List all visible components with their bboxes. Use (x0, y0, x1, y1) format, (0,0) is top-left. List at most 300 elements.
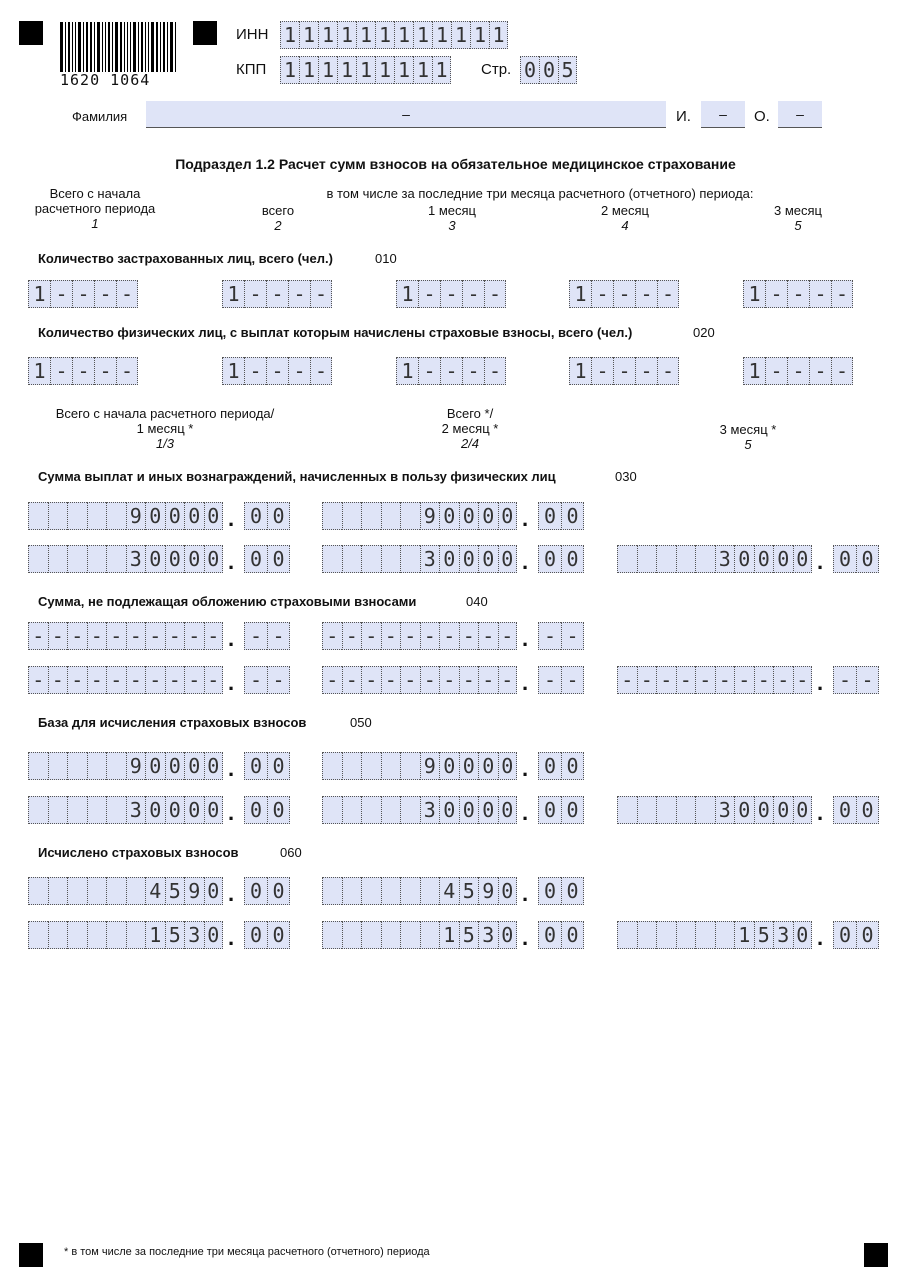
row040-colB-total-dec[interactable] (538, 622, 584, 650)
char-cell: 1 (318, 21, 337, 49)
char-cell: 0 (539, 56, 558, 84)
row-020-col4-field[interactable] (569, 357, 679, 385)
char-cell: - (440, 280, 462, 308)
row-050-code: 050 (350, 715, 372, 730)
char-cell: - (793, 666, 813, 694)
char-cell (381, 502, 401, 530)
char-cell: - (67, 666, 87, 694)
char-cell: - (342, 622, 362, 650)
char-cell: 1 (743, 280, 765, 308)
char-cell (342, 921, 362, 949)
char-cell: 1 (356, 56, 375, 84)
char-cell: - (184, 666, 204, 694)
char-cell: 5 (558, 56, 577, 84)
char-cell: - (288, 280, 310, 308)
row050-colB-month-dec[interactable] (538, 796, 584, 824)
char-cell: 0 (244, 796, 267, 824)
row030-colA-month-dec[interactable] (244, 545, 290, 573)
row050-colB-total-int[interactable] (322, 752, 517, 780)
char-cell: 0 (244, 545, 267, 573)
row-020-col1-field[interactable] (28, 357, 138, 385)
char-cell (400, 796, 420, 824)
row060-colC-month-int[interactable] (617, 921, 812, 949)
row-060-code: 060 (280, 845, 302, 860)
col4-header-label: 2 месяц (601, 203, 649, 218)
row-010-col5-field[interactable] (743, 280, 853, 308)
char-cell: 0 (538, 877, 561, 905)
char-cell: - (204, 666, 224, 694)
page-field[interactable] (520, 56, 577, 84)
char-cell (28, 877, 48, 905)
char-cell: - (310, 357, 332, 385)
char-cell: 0 (498, 796, 518, 824)
char-cell: - (754, 666, 774, 694)
char-cell: - (591, 357, 613, 385)
char-cell: 0 (561, 502, 584, 530)
char-cell (67, 502, 87, 530)
char-cell: - (538, 666, 561, 694)
char-cell: 0 (793, 921, 813, 949)
char-cell (400, 502, 420, 530)
char-cell: 0 (267, 752, 290, 780)
char-cell: 0 (184, 502, 204, 530)
barcode-bar (167, 22, 168, 72)
col2-number: 2 (274, 218, 282, 233)
char-cell: 0 (498, 921, 518, 949)
decimal-point: . (522, 670, 529, 695)
colC-header (688, 422, 808, 452)
char-cell: - (715, 666, 735, 694)
decimal-point: . (228, 925, 235, 950)
char-cell: - (418, 357, 440, 385)
char-cell: 0 (478, 796, 498, 824)
row060-colB-total-int[interactable] (322, 877, 517, 905)
char-cell (676, 545, 696, 573)
char-cell: 0 (520, 56, 539, 84)
row030-colA-month-int[interactable] (28, 545, 223, 573)
char-cell: - (498, 666, 518, 694)
char-cell (381, 545, 401, 573)
char-cell: - (831, 357, 853, 385)
char-cell: - (765, 280, 787, 308)
row050-colA-total-dec[interactable] (244, 752, 290, 780)
col1-header-line2: расчетного периода (34, 201, 156, 216)
row030-colA-total-int[interactable] (28, 502, 223, 530)
char-cell: 0 (184, 545, 204, 573)
char-cell: 0 (538, 921, 561, 949)
char-cell: - (67, 622, 87, 650)
char-cell: - (439, 622, 459, 650)
char-cell: 1 (299, 56, 318, 84)
char-cell (381, 796, 401, 824)
char-cell (322, 921, 342, 949)
char-cell (87, 502, 107, 530)
char-cell: - (637, 666, 657, 694)
barcode-bar (86, 22, 88, 72)
barcode-bar (130, 22, 132, 72)
col2-header-label: всего (261, 203, 295, 218)
decimal-point: . (522, 881, 529, 906)
char-cell (637, 921, 657, 949)
char-cell: 0 (833, 796, 856, 824)
char-cell: - (676, 666, 696, 694)
row050-colA-month-int[interactable] (28, 796, 223, 824)
colA-header-line1: Всего с начала расчетного периода/ (55, 406, 275, 421)
row060-colA-month-dec[interactable] (244, 921, 290, 949)
char-cell: - (28, 622, 48, 650)
row-020-col2-field[interactable] (222, 357, 332, 385)
barcode-bar (141, 22, 143, 72)
char-cell: 9 (184, 877, 204, 905)
char-cell: 0 (754, 796, 774, 824)
name-initial-field[interactable]: – (701, 101, 745, 128)
char-cell (28, 502, 48, 530)
row050-colC-month-dec[interactable] (833, 796, 879, 824)
row-010-col2-field[interactable] (222, 280, 332, 308)
char-cell: 0 (459, 752, 479, 780)
char-cell: 9 (126, 502, 146, 530)
row060-colB-month-int[interactable] (322, 921, 517, 949)
row050-colA-month-dec[interactable] (244, 796, 290, 824)
char-cell: - (462, 280, 484, 308)
char-cell: - (809, 357, 831, 385)
char-cell: - (439, 666, 459, 694)
row040-colA-total-int[interactable] (28, 622, 223, 650)
char-cell: 1 (299, 21, 318, 49)
row040-colA-month-dec[interactable] (244, 666, 290, 694)
corner-marker-bottom-right (864, 1243, 888, 1267)
char-cell: - (498, 622, 518, 650)
span-header: в том числе за последние три месяца расчетного (отчетного) периода: (326, 186, 754, 201)
char-cell: - (342, 666, 362, 694)
char-cell (87, 877, 107, 905)
char-cell: - (833, 666, 856, 694)
char-cell: 0 (244, 877, 267, 905)
char-cell (48, 502, 68, 530)
char-cell (617, 796, 637, 824)
char-cell: 0 (561, 752, 584, 780)
char-cell: 0 (204, 877, 224, 905)
char-cell (67, 752, 87, 780)
char-cell: - (635, 280, 657, 308)
barcode-bar (163, 22, 165, 72)
barcode-bar (120, 22, 122, 72)
char-cell: 5 (165, 921, 185, 949)
patronymic-initial-field[interactable]: – (778, 101, 822, 128)
char-cell (676, 796, 696, 824)
char-cell: - (538, 622, 561, 650)
row060-colA-month-int[interactable] (28, 921, 223, 949)
row-020-col3-field[interactable] (396, 357, 506, 385)
char-cell (106, 877, 126, 905)
surname-field[interactable]: – (146, 101, 666, 128)
col4-number: 4 (621, 218, 629, 233)
char-cell: 0 (204, 921, 224, 949)
char-cell: 5 (459, 921, 479, 949)
char-cell: - (459, 666, 479, 694)
char-cell: 0 (244, 502, 267, 530)
char-cell: - (831, 280, 853, 308)
char-cell: - (420, 666, 440, 694)
col4-header (585, 203, 665, 233)
char-cell (106, 921, 126, 949)
colA-header (40, 406, 290, 451)
barcode-bar (138, 22, 139, 72)
decimal-point: . (522, 800, 529, 825)
char-cell (400, 545, 420, 573)
col5-header-label: 3 месяц (774, 203, 822, 218)
char-cell: 4 (145, 877, 165, 905)
char-cell: - (484, 357, 506, 385)
char-cell: - (145, 622, 165, 650)
char-cell: 3 (478, 921, 498, 949)
barcode-bar (102, 22, 103, 72)
char-cell: 5 (165, 877, 185, 905)
char-cell: 1 (470, 21, 489, 49)
char-cell: - (87, 666, 107, 694)
row060-colC-month-dec[interactable] (833, 921, 879, 949)
char-cell: 1 (222, 280, 244, 308)
char-cell (342, 796, 362, 824)
char-cell: - (657, 280, 679, 308)
char-cell: 0 (184, 796, 204, 824)
row-040-code: 040 (466, 594, 488, 609)
col1-number: 1 (91, 216, 99, 231)
char-cell (381, 752, 401, 780)
char-cell: - (310, 280, 332, 308)
char-cell (420, 877, 440, 905)
char-cell: 1 (439, 921, 459, 949)
barcode-bar (105, 22, 106, 72)
char-cell (48, 921, 68, 949)
char-cell: 1 (375, 56, 394, 84)
row030-colB-total-dec[interactable] (538, 502, 584, 530)
char-cell: - (400, 666, 420, 694)
char-cell: - (462, 357, 484, 385)
row040-colC-month-int[interactable] (617, 666, 812, 694)
char-cell: 1 (396, 280, 418, 308)
row040-colA-month-int[interactable] (28, 666, 223, 694)
row040-colA-total-dec[interactable] (244, 622, 290, 650)
char-cell: - (617, 666, 637, 694)
char-cell: - (459, 622, 479, 650)
char-cell: - (244, 666, 267, 694)
char-cell: 3 (184, 921, 204, 949)
row-050-label: База для исчисления страховых взносов (38, 715, 307, 730)
row050-colB-total-dec[interactable] (538, 752, 584, 780)
char-cell (656, 921, 676, 949)
char-cell: 0 (184, 752, 204, 780)
char-cell: 0 (793, 796, 813, 824)
row040-colB-month-int[interactable] (322, 666, 517, 694)
col3-header (412, 203, 492, 233)
row-020-col5-field[interactable] (743, 357, 853, 385)
row050-colA-total-int[interactable] (28, 752, 223, 780)
barcode-bar (151, 22, 154, 72)
char-cell: 0 (773, 796, 793, 824)
char-cell (400, 877, 420, 905)
row-060-label: Исчислено страховых взносов (38, 845, 239, 860)
row040-colB-month-dec[interactable] (538, 666, 584, 694)
row-010-label: Количество застрахованных лиц, всего (чел.) (38, 251, 333, 266)
row060-colB-total-dec[interactable] (538, 877, 584, 905)
decimal-point: . (228, 670, 235, 695)
char-cell (67, 877, 87, 905)
char-cell: - (773, 666, 793, 694)
barcode (60, 22, 176, 72)
char-cell: 0 (538, 545, 561, 573)
char-cell: - (657, 357, 679, 385)
char-cell: 0 (267, 502, 290, 530)
barcode-bar (156, 22, 158, 72)
row030-colA-total-dec[interactable] (244, 502, 290, 530)
char-cell: - (656, 666, 676, 694)
char-cell: - (28, 666, 48, 694)
col5-number: 5 (794, 218, 802, 233)
char-cell: 0 (856, 545, 879, 573)
char-cell: 1 (396, 357, 418, 385)
row060-colB-month-dec[interactable] (538, 921, 584, 949)
char-cell: 0 (538, 752, 561, 780)
decimal-point: . (228, 881, 235, 906)
barcode-number: 1620 1064 (60, 71, 151, 89)
char-cell: 1 (337, 56, 356, 84)
char-cell (342, 545, 362, 573)
char-cell: 0 (561, 545, 584, 573)
decimal-point: . (228, 626, 235, 651)
char-cell: 1 (318, 56, 337, 84)
row-010-col3-field[interactable] (396, 280, 506, 308)
char-cell: - (787, 280, 809, 308)
row-030-label: Сумма выплат и иных вознаграждений, начисленных в пользу физических лиц (38, 469, 556, 484)
barcode-bar (68, 22, 70, 72)
kpp-label: КПП (236, 61, 267, 78)
decimal-point: . (522, 626, 529, 651)
char-cell: - (204, 622, 224, 650)
colB-number: 2/4 (460, 436, 480, 451)
char-cell: 0 (498, 545, 518, 573)
char-cell: - (94, 280, 116, 308)
char-cell: 3 (126, 796, 146, 824)
char-cell: - (266, 357, 288, 385)
char-cell: - (267, 622, 290, 650)
row040-colC-month-dec[interactable] (833, 666, 879, 694)
char-cell (87, 921, 107, 949)
char-cell: - (72, 280, 94, 308)
col3-number: 3 (448, 218, 456, 233)
char-cell: 1 (734, 921, 754, 949)
barcode-bar (160, 22, 161, 72)
char-cell (126, 921, 146, 949)
char-cell: 0 (459, 502, 479, 530)
char-cell: 0 (439, 545, 459, 573)
char-cell (28, 545, 48, 573)
barcode-bar (60, 22, 63, 72)
row030-colB-month-dec[interactable] (538, 545, 584, 573)
row-030-code: 030 (615, 469, 637, 484)
char-cell: 0 (833, 545, 856, 573)
char-cell: - (244, 357, 266, 385)
row060-colA-total-int[interactable] (28, 877, 223, 905)
char-cell: - (361, 666, 381, 694)
char-cell: 1 (432, 56, 451, 84)
row030-colC-month-int[interactable] (617, 545, 812, 573)
char-cell: - (106, 666, 126, 694)
barcode-bar (75, 22, 76, 72)
char-cell: 1 (394, 56, 413, 84)
char-cell (28, 752, 48, 780)
decimal-point: . (817, 549, 824, 574)
char-cell: - (184, 622, 204, 650)
char-cell: 1 (743, 357, 765, 385)
char-cell: 1 (569, 280, 591, 308)
char-cell: - (244, 622, 267, 650)
char-cell (126, 877, 146, 905)
row030-colB-total-int[interactable] (322, 502, 517, 530)
char-cell (106, 752, 126, 780)
char-cell: 1 (432, 21, 451, 49)
char-cell: 0 (856, 796, 879, 824)
colA-number: 1/3 (155, 436, 175, 451)
col5-header (758, 203, 838, 233)
char-cell: - (734, 666, 754, 694)
decimal-point: . (817, 670, 824, 695)
char-cell: 9 (420, 752, 440, 780)
char-cell: - (561, 622, 584, 650)
char-cell: - (809, 280, 831, 308)
row060-colA-total-dec[interactable] (244, 877, 290, 905)
inn-field[interactable] (280, 21, 508, 49)
row050-colB-month-int[interactable] (322, 796, 517, 824)
decimal-point: . (228, 506, 235, 531)
kpp-field[interactable] (280, 56, 451, 84)
char-cell: 0 (793, 545, 813, 573)
char-cell: 0 (538, 796, 561, 824)
char-cell: 3 (715, 796, 735, 824)
row040-colB-total-int[interactable] (322, 622, 517, 650)
char-cell (400, 921, 420, 949)
char-cell (48, 877, 68, 905)
char-cell: 0 (145, 545, 165, 573)
char-cell: 0 (478, 752, 498, 780)
char-cell: - (381, 666, 401, 694)
barcode-bar (170, 22, 173, 72)
char-cell: - (856, 666, 879, 694)
char-cell: - (400, 622, 420, 650)
char-cell: 1 (413, 21, 432, 49)
char-cell: - (266, 280, 288, 308)
barcode-bar (65, 22, 66, 72)
char-cell: 0 (204, 796, 224, 824)
row050-colC-month-int[interactable] (617, 796, 812, 824)
row-010-col1-field[interactable] (28, 280, 138, 308)
char-cell: 1 (413, 56, 432, 84)
char-cell: - (72, 357, 94, 385)
col1-header (20, 186, 170, 231)
char-cell (361, 502, 381, 530)
char-cell (106, 502, 126, 530)
char-cell: - (165, 666, 185, 694)
char-cell: - (440, 357, 462, 385)
char-cell: 1 (280, 21, 299, 49)
char-cell (695, 545, 715, 573)
char-cell: 0 (498, 877, 518, 905)
row-010-col4-field[interactable] (569, 280, 679, 308)
row030-colC-month-dec[interactable] (833, 545, 879, 573)
char-cell (361, 921, 381, 949)
char-cell: 1 (356, 21, 375, 49)
row030-colB-month-int[interactable] (322, 545, 517, 573)
